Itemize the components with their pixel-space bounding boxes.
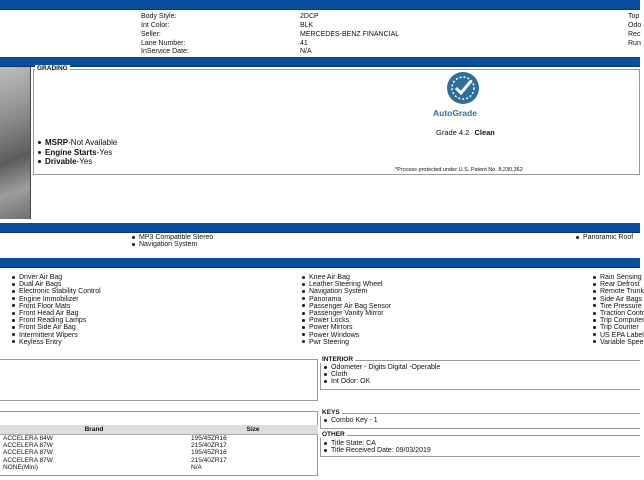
keys-list xyxy=(324,417,378,424)
tire-size: 195/45ZR16 xyxy=(191,449,227,457)
list-item: Tire Pressure xyxy=(593,303,640,310)
patent-note: *Process protected under U.S. Patent No. 8,230,362 xyxy=(395,167,523,173)
seller-value: MERCEDES-BENZ FINANCIAL xyxy=(300,31,400,38)
autograde-badge-icon xyxy=(447,72,479,104)
list-item: Front Side Air Bag xyxy=(12,324,101,331)
list-item: Int Odor: OK xyxy=(324,378,440,385)
list-item: Engine Immobilizer xyxy=(12,296,101,303)
inservice-date-label: InService Date: xyxy=(141,48,189,55)
section-bar-equipment xyxy=(0,258,640,268)
grade-label: Grade 4.2 xyxy=(436,128,470,137)
list-item: Knee Air Bag xyxy=(302,274,391,281)
list-item: Front Reading Lamps xyxy=(12,317,101,324)
right-label-top: Top xyxy=(628,13,640,20)
list-item: Electronic Stability Control xyxy=(12,288,101,295)
tire-brand: NONE(Mini) xyxy=(3,463,39,471)
list-item: MSRP-Not Available xyxy=(38,138,117,148)
list-item: Power Locks xyxy=(302,317,391,324)
equipment-list-2 xyxy=(302,274,391,346)
list-item: Panoramic Roof xyxy=(576,234,633,241)
list-item: Title Received Date: 09/03/2019 xyxy=(324,447,431,454)
table-row xyxy=(0,457,318,464)
list-item: Pwr Steering xyxy=(302,339,391,346)
list-item: Passenger Vanity Mirror xyxy=(302,310,391,317)
list-item: US EPA Label xyxy=(593,332,640,339)
list-item: Trip Counter xyxy=(593,324,640,331)
list-item: Front Floor Mats xyxy=(12,303,101,310)
list-item: Drivable-Yes xyxy=(38,157,117,167)
list-item: Cloth xyxy=(324,371,440,378)
right-label-run: Run xyxy=(628,40,641,47)
list-item: Power Windows xyxy=(302,332,391,339)
equipment-list-1 xyxy=(12,274,101,346)
other-list xyxy=(324,440,431,454)
list-item: Combo Key - 1 xyxy=(324,417,378,424)
list-item: Front Head Air Bag xyxy=(12,310,101,317)
list-item: Navigation System xyxy=(132,241,213,248)
lane-number-value: 41 xyxy=(300,40,308,47)
tires-table xyxy=(0,425,318,471)
tire-size: 195/45ZR16 xyxy=(191,435,227,442)
int-color-label: Int Color: xyxy=(141,22,170,29)
list-item: Title State: CA xyxy=(324,440,431,447)
tire-brand: ACCELERA 84W xyxy=(3,435,53,442)
header-bar xyxy=(0,0,640,10)
list-item: Traction Contr xyxy=(593,310,640,317)
interior-list xyxy=(324,364,440,386)
tire-size: 215/40ZR17 xyxy=(191,456,227,464)
grading-summary xyxy=(38,138,117,167)
body-style-value: 2DCP xyxy=(300,13,319,20)
lane-number-label: Lane Number: xyxy=(141,40,186,47)
list-item: Dual Air Bags xyxy=(12,281,101,288)
interior-title: INTERIOR xyxy=(322,356,354,363)
table-row xyxy=(0,464,318,471)
equipment-list-3 xyxy=(593,274,644,346)
list-item: Power Mirrors xyxy=(302,324,391,331)
tire-size: N/A xyxy=(191,463,202,471)
list-item: Odometer - Digits Digital -Operable xyxy=(324,364,440,371)
grade-value xyxy=(436,128,495,137)
list-item: Intermittent Wipers xyxy=(12,332,101,339)
tire-brand: ACCELERA 87W xyxy=(3,456,53,464)
list-item: MP3 Compatible Stereo xyxy=(132,234,213,241)
inservice-date-value: N/A xyxy=(300,48,312,55)
list-item: Trip Computer xyxy=(593,317,640,324)
table-row xyxy=(0,442,318,449)
seller-label: Seller: xyxy=(141,31,161,38)
list-item: Driver Air Bag xyxy=(12,274,101,281)
table-row xyxy=(0,435,318,443)
list-item: Variable Spee xyxy=(593,339,640,346)
autograde-logo xyxy=(433,72,501,122)
right-label-odo: Odo xyxy=(628,22,642,29)
list-item: Panorama xyxy=(302,296,391,303)
grading-title: GRADING xyxy=(37,65,68,72)
table-header-row xyxy=(0,425,318,435)
list-item: Side Air Bags xyxy=(593,296,640,303)
section-bar-options xyxy=(0,223,640,233)
grading-panel xyxy=(33,69,640,175)
list-item: Navigation System xyxy=(302,288,391,295)
tire-brand: ACCELERA 87W xyxy=(3,442,53,450)
autograde-logo-text: AutoGrade xyxy=(433,108,477,118)
options-list-2 xyxy=(576,234,633,241)
keys-title: KEYS xyxy=(322,409,340,416)
tire-size: 215/40ZR17 xyxy=(191,442,227,450)
list-item: Leather Steering Wheel xyxy=(302,281,391,288)
list-item: Engine Starts-Yes xyxy=(38,148,117,158)
right-label-rec: Rec xyxy=(628,31,641,38)
list-item: Rain Sensing xyxy=(593,274,640,281)
list-item: Keyless Entry xyxy=(12,339,101,346)
section-bar-grading xyxy=(0,57,640,67)
table-row xyxy=(0,449,318,456)
list-item: Passenger Air Bag Sensor xyxy=(302,303,391,310)
list-item: Rear Defrost xyxy=(593,281,640,288)
body-style-label: Body Style: xyxy=(141,13,177,20)
list-item: Remote Trunk xyxy=(593,288,640,295)
options-list-1 xyxy=(132,234,213,248)
size-header: Size xyxy=(188,425,318,435)
condition-panel xyxy=(0,359,318,401)
brand-header: Brand xyxy=(0,425,188,435)
grade-word: Clean xyxy=(474,128,495,137)
other-title: OTHER xyxy=(322,431,345,438)
int-color-value: BLK xyxy=(300,22,314,29)
tire-brand: ACCELERA 87W xyxy=(3,449,53,457)
vehicle-photo[interactable] xyxy=(0,67,31,219)
